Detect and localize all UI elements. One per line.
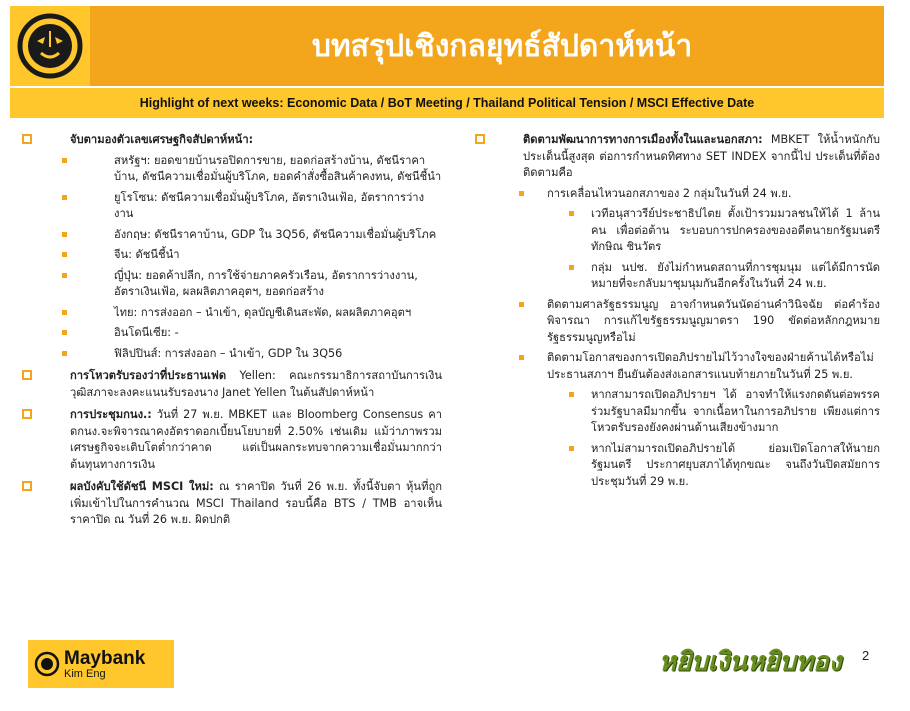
list-item: อินโดนีเซีย: - — [22, 325, 442, 342]
list-item: ไทย: การส่งออก – นำเข้า, ดุลบัญชีเดินสะพัด, ผลผลิตภาคอุตฯ — [22, 305, 442, 322]
square-bullet-icon — [62, 330, 67, 335]
right-column — [475, 132, 880, 494]
sub-list-item: กลุ่ม นปช. ยังไม่กำหนดสถานที่การชุมนุม แต่ได้มีการนัดหมายที่จะกลับมาชุมนุมกันอีกครั้งในวันที่ 24 พ.ย. — [475, 260, 880, 293]
header-banner — [10, 6, 884, 86]
square-bullet-icon — [569, 446, 574, 451]
list-item: สหรัฐฯ: ยอดขายบ้านรอปิดการขาย, ยอดก่อสร้างบ้าน, ดัชนีราคาบ้าน, ดัชนีความเชื่อมั่นผู้บริโภค, ยอดคำสั่งซื้อสินค้าคงทน, ดัชนีชี้นำ — [22, 153, 442, 186]
tiger-emblem-icon — [34, 651, 60, 677]
left-column — [22, 132, 442, 533]
list-item: จีน: ดัชนีชี้นำ — [22, 247, 442, 264]
slogan: หยิบเงินหยิบทอง — [658, 646, 842, 677]
bot-title: การประชุมกนง.: — [70, 408, 152, 421]
square-bullet-icon — [62, 195, 67, 200]
tiger-head-icon — [15, 11, 85, 81]
list-item: ญี่ปุ่น: ยอดค้าปลีก, การใช้จ่ายภาคครัวเรือน, อัตราการว่างงาน, อัตราเงินเฟ้อ, ผลผลิตภาคอุตฯ, ยอดก่อสร้าง — [22, 268, 442, 301]
square-bullet-icon — [569, 265, 574, 270]
square-bullet-icon — [569, 211, 574, 216]
square-bullet-icon — [62, 252, 67, 257]
square-bullet-icon — [62, 232, 67, 237]
list-item: ติดตามโอกาสของการเปิดอภิปรายไม่ไว้วางใจของฝ่ายค้านได้หรือไม่ ประธานสภาฯ ยืนยันต้องส่งเอกสารแนบท้ายภายในวันที่ 25 พ.ย. — [475, 350, 880, 383]
list-item: ยูโรโซน: ดัชนีความเชื่อมั่นผู้บริโภค, อัตราเงินเฟ้อ, อัตราการว่างงาน — [22, 190, 442, 223]
politics-text: MBKET ให้น้ำหนักกับประเด็นนี้สูงสุด ต่อการกำหนดทิศทาง SET INDEX จากนี้ไป ประเด็นที่ต้องติดตามคือ — [523, 133, 880, 179]
bot-section — [22, 407, 442, 473]
checkbox-bullet-icon — [22, 409, 32, 419]
fed-section — [22, 368, 442, 401]
sub-list-item: หากไม่สามารถเปิดอภิปรายได้ ย่อมเปิดโอกาสให้นายกรัฐมนตรี ประกาศยุบสภาได้ทุกขณะ จนถึงวันปิดสมัยการประชุมวันที่ 29 พ.ย. — [475, 441, 880, 491]
politics-section — [475, 132, 880, 182]
square-bullet-icon — [62, 351, 67, 356]
msci-title: ผลบังคับใช้ดัชนี MSCI ใหม่: — [70, 480, 214, 493]
page-number: 2 — [862, 648, 870, 663]
checkbox-bullet-icon — [22, 481, 32, 491]
square-bullet-icon — [569, 392, 574, 397]
politics-title: ติดตามพัฒนาการทางการเมืองทั้งในและนอกสภา: — [523, 133, 763, 146]
square-bullet-icon — [62, 310, 67, 315]
economic-title: จับตามองตัวเลขเศรษฐกิจสัปดาห์หน้า: — [70, 133, 254, 146]
square-bullet-icon — [62, 273, 67, 278]
maybank-logo — [28, 640, 174, 688]
sub-list-item: เวทีอนุสาวรีย์ประชาธิปไตย ตั้งเป้ารวมมวลชนให้ได้ 1 ล้านคน เพื่อต่อต้าน ระบอบการปกครองของอดีตนายกรัฐมนตรีทักษิณ ชินวัตร — [475, 206, 880, 256]
list-item: อังกฤษ: ดัชนีราคาบ้าน, GDP ใน 3Q56, ดัชนีความเชื่อมั่นผู้บริโภค — [22, 227, 442, 244]
highlight-subtitle: Highlight of next weeks: Economic Data / BoT Meeting / Thailand Political Tension / MSCI Effective Date — [10, 88, 884, 118]
fed-text: Yellen: คณะกรรมาธิการสถาบันการเงินวุฒิสภาจะลงคะแนนรับรองนาง Janet Yellen ในต้นสัปดาห์หน้า — [70, 369, 442, 399]
square-bullet-icon — [519, 302, 524, 307]
list-item: ติดตามศาลรัฐธรรมนูญ อาจกำหนดวันนัดอ่านคำวินิจฉัย ต่อคำร้องพิจารณา การแก้ไขรัฐธรรมนูญมาตรา 190 ขัดต่อหลักกฎหมายรัฐธรรมนูญหรือไม่ — [475, 297, 880, 347]
msci-text: ณ ราคาปิด วันที่ 26 พ.ย. ทั้งนี้จับตา หุ้นที่ถูกเพิ่มเข้าไปในการคำนวณ MSCI Thailand รอบนี้คือ BTS / TMB อาจเห็นราคาปิด ณ วันที่ 26 พ.ย. ผิดปกติ — [70, 480, 442, 526]
square-bullet-icon — [519, 355, 524, 360]
economic-section — [22, 132, 442, 149]
list-item: การเคลื่อนไหวนอกสภาของ 2 กลุ่มในวันที่ 24 พ.ย. — [475, 186, 880, 203]
checkbox-bullet-icon — [22, 134, 32, 144]
msci-section — [22, 479, 442, 529]
checkbox-bullet-icon — [22, 370, 32, 380]
bot-text: วันที่ 27 พ.ย. MBKET และ Bloomberg Consensus คาดกนง.จะพิจารณาคงอัตราดอกเบี้ยนโยบายที่ 2.50% เช่นเดิม แม้ว่าภาพรวมเศรษฐกิจจะเติบโตต่ำกว่าคาด แต่เป็นผลกระทบจากความเชื่อมั่นมากกว่า ต้นทุนทางการเงิน — [70, 408, 442, 471]
list-item: ฟิลิปปินส์: การส่งออก – นำเข้า, GDP ใน 3Q56 — [22, 346, 442, 363]
brand-sub: Kim Eng — [64, 667, 106, 680]
square-bullet-icon — [519, 191, 524, 196]
fed-title: การโหวตรับรองว่าที่ประธานเฟด — [70, 369, 227, 382]
square-bullet-icon — [62, 158, 67, 163]
checkbox-bullet-icon — [475, 134, 485, 144]
brand-name: Maybank — [64, 647, 146, 669]
page-title: บทสรุปเชิงกลยุทธ์สัปดาห์หน้า — [311, 28, 693, 64]
sub-list-item: หากสามารถเปิดอภิปรายฯ ได้ อาจทำให้แรงกดดันต่อพรรคร่วมรัฐบาลมีมากขึ้น จากเนื้อหาในการอภิปราย เพียงแต่การโหวตรับรองยังคงผ่านด้านเสียงข้างมาก — [475, 387, 880, 437]
tiger-logo — [10, 6, 90, 86]
